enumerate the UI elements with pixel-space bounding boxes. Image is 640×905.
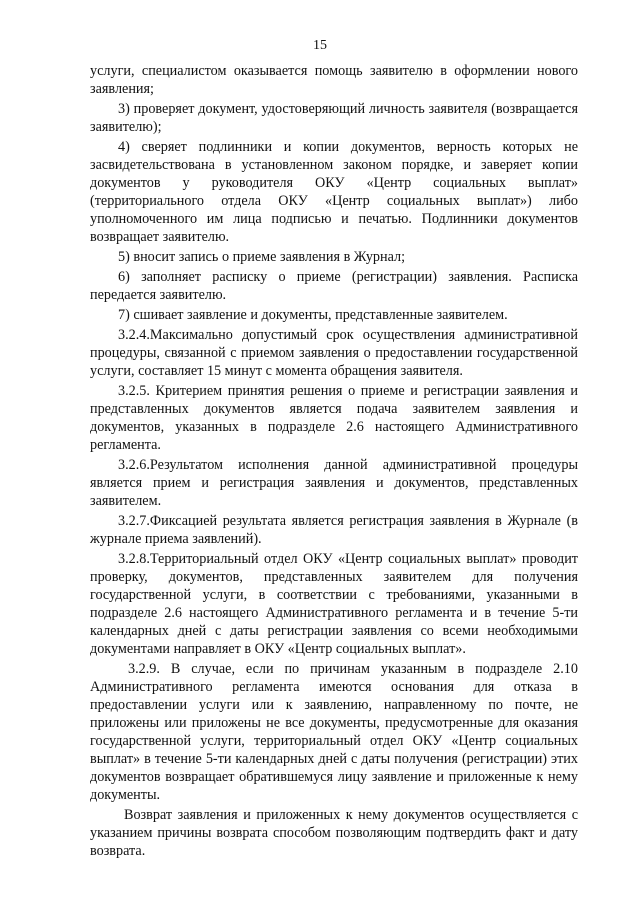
document-body <box>90 62 578 862</box>
paragraph: 3.2.7.Фиксацией результата является регистрация заявления в Журнале (в журнале приема заявлений). <box>90 513 578 547</box>
paragraph: 3.2.9. В случае, если по причинам указанным в подразделе 2.10 Административного регламента имеются основания для отказа в предоставлении услуги или к заявлению, направленному по почте, не приложены или приложены не все документы, предусмотренные для оказания государственной услуги, территориальный отдел ОКУ «Центр социальных выплат» в течение 5-ти календарных дней с даты получения (регистрации) этих документов возвращает обратившемуся лицу заявление и приложенные к нему документы. <box>90 661 578 803</box>
paragraph: 5) вносит запись о приеме заявления в Журнал; <box>118 249 406 265</box>
paragraph: Возврат заявления и приложенных к нему документов осуществляется с указанием причины возврата способом позволяющим подтвердить факт и дату возврата. <box>90 807 578 859</box>
page-number: 15 <box>313 38 327 53</box>
paragraph: 3.2.4.Максимально допустимый срок осуществления административной процедуры, связанной с приемом заявления о предоставлении государственной услуги, составляет 15 минут с момента обращения заявителя. <box>90 327 578 379</box>
paragraph: 3) проверяет документ, удостоверяющий личность заявителя (возвращается заявителю); <box>90 101 578 135</box>
paragraph: 4) сверяет подлинники и копии документов, верность которых не засвидетельствована в установленном законом порядке, и заверяет копии документов у руководителя ОКУ «Центр социальных выплат» (территориального отдела ОКУ «Центр социальных выплат») либо уполномоченного им лица подписью и печатью. Подлинники документов возвращает заявителю. <box>90 139 578 245</box>
paragraph: 3.2.8.Территориальный отдел ОКУ «Центр социальных выплат» проводит проверку, документов, представленных заявителем для получения государственной услуги, в соответствии с требованиями, указанными в подразделе 2.6 настоящего Административного регламента и в течение 5-ти календарных дней с даты регистрации заявления со всеми необходимыми документами направляет в ОКУ «Центр социальных выплат». <box>90 551 578 657</box>
paragraph: услуги, специалистом оказывается помощь заявителю в оформлении нового заявления; <box>90 63 578 97</box>
paragraph: 6) заполняет расписку о приеме (регистрации) заявления. Расписка передается заявителю. <box>90 269 578 303</box>
paragraph: 7) сшивает заявление и документы, представленные заявителем. <box>118 307 508 323</box>
paragraph: 3.2.6.Результатом исполнения данной административной процедуры является прием и регистрация заявления и документов, представленных заявителем. <box>90 457 578 509</box>
paragraph: 3.2.5. Критерием принятия решения о приеме и регистрации заявления и представленных документов является подача заявителем заявления и документов, указанных в подразделе 2.6 настоящего Административного регламента. <box>90 383 578 453</box>
